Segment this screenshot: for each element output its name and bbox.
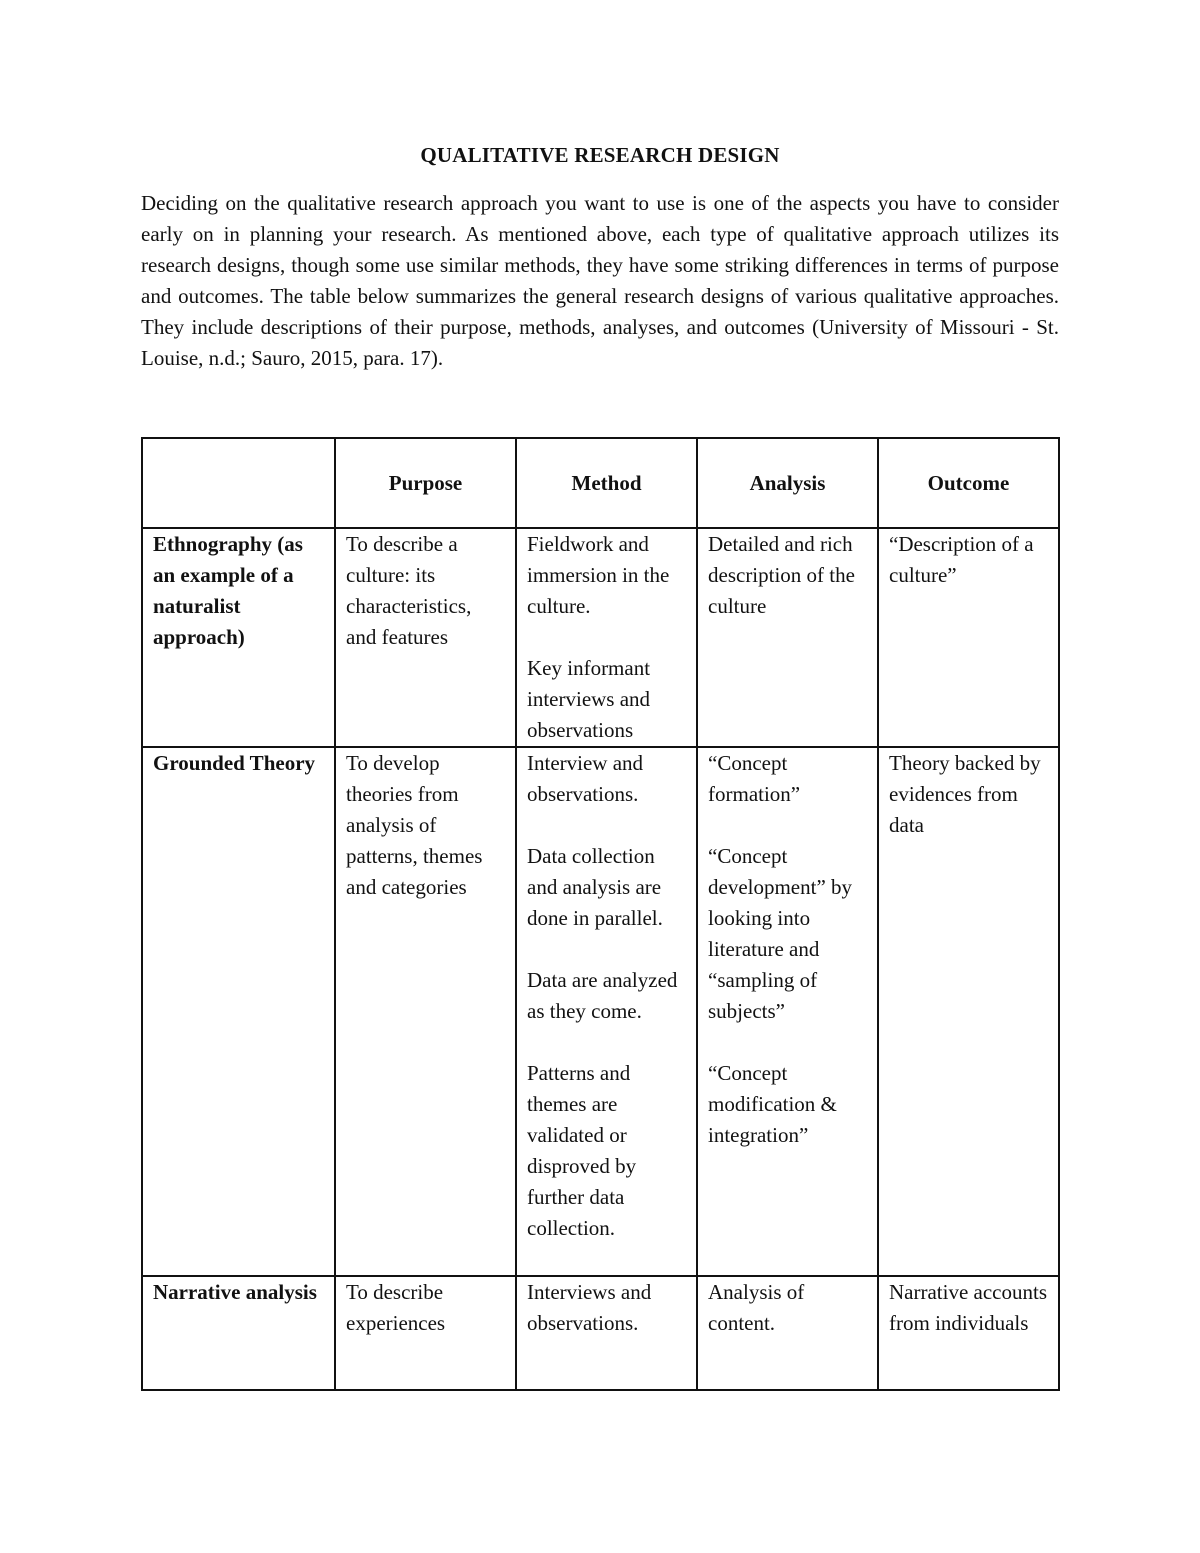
purpose-text: To describe experiences — [346, 1280, 446, 1335]
method-text: Fieldwork and immersion in the culture. — [527, 532, 670, 618]
method-cell — [516, 747, 697, 1276]
row-label-cell — [142, 1276, 335, 1390]
page-title: QUALITATIVE RESEARCH DESIGN — [420, 143, 780, 167]
analysis-cell — [697, 1276, 878, 1390]
row-label-cell — [142, 528, 335, 747]
table-header-row — [142, 438, 1059, 528]
research-design-table — [141, 437, 1060, 1391]
row-label: Grounded Theory — [153, 751, 316, 775]
analysis-cell — [697, 747, 878, 1276]
row-label: Ethnography (as an example of a naturalist approach) — [153, 532, 303, 649]
method-text: Data collection and analysis are done in parallel. — [527, 844, 663, 930]
row-label: Narrative analysis — [153, 1280, 317, 1304]
method-cell — [516, 1276, 697, 1390]
analysis-text: “Concept modification & integration” — [708, 1061, 837, 1147]
purpose-cell — [335, 528, 516, 747]
method-text: Data are analyzed as they come. — [527, 968, 678, 1023]
intro-paragraph: Deciding on the qualitative research approach you want to use is one of the aspects you have to consider early on in planning your research. As mentioned above, each type of qualitative approach utilizes its research designs, though some use similar methods, they have some striking differences in terms of purpose and outcomes. The table below summarizes the general research designs of various qualitative approaches. They include descriptions of their purpose, methods, analyses, and outcomes (University of Missouri - St. Louise, n.d.; Sauro, 2015, para. 17). — [141, 191, 1059, 370]
header-analysis: Analysis — [697, 438, 878, 528]
header-purpose: Purpose — [335, 438, 516, 528]
header-method: Method — [516, 438, 697, 528]
header-approach — [142, 438, 335, 528]
table-row — [142, 528, 1059, 747]
outcome-text: “Description of a culture” — [889, 532, 1034, 587]
purpose-cell — [335, 1276, 516, 1390]
outcome-cell — [878, 528, 1059, 747]
table-row — [142, 1276, 1059, 1390]
table-row — [142, 747, 1059, 1276]
method-cell — [516, 528, 697, 747]
analysis-text: Analysis of content. — [708, 1280, 805, 1335]
analysis-cell — [697, 528, 878, 747]
method-text: Interview and observations. — [527, 751, 644, 806]
row-label-cell — [142, 747, 335, 1276]
method-text: Patterns and themes are validated or disproved by further data collection. — [527, 1061, 637, 1240]
analysis-text: Detailed and rich description of the culture — [708, 532, 855, 618]
purpose-text: To develop theories from analysis of patterns, themes and categories — [346, 751, 483, 899]
outcome-cell — [878, 1276, 1059, 1390]
analysis-text: “Concept formation” — [708, 751, 801, 806]
outcome-text: Theory backed by evidences from data — [889, 751, 1041, 837]
method-text: Key informant interviews and observations — [527, 656, 651, 742]
outcome-text: Narrative accounts from individuals — [889, 1280, 1048, 1335]
analysis-text: “Concept development” by looking into literature and “sampling of subjects” — [708, 844, 853, 1023]
purpose-text: To describe a culture: its characteristics, and features — [346, 532, 472, 649]
header-outcome: Outcome — [878, 438, 1059, 528]
method-text: Interviews and observations. — [527, 1280, 652, 1335]
outcome-cell — [878, 747, 1059, 1276]
purpose-cell — [335, 747, 516, 1276]
